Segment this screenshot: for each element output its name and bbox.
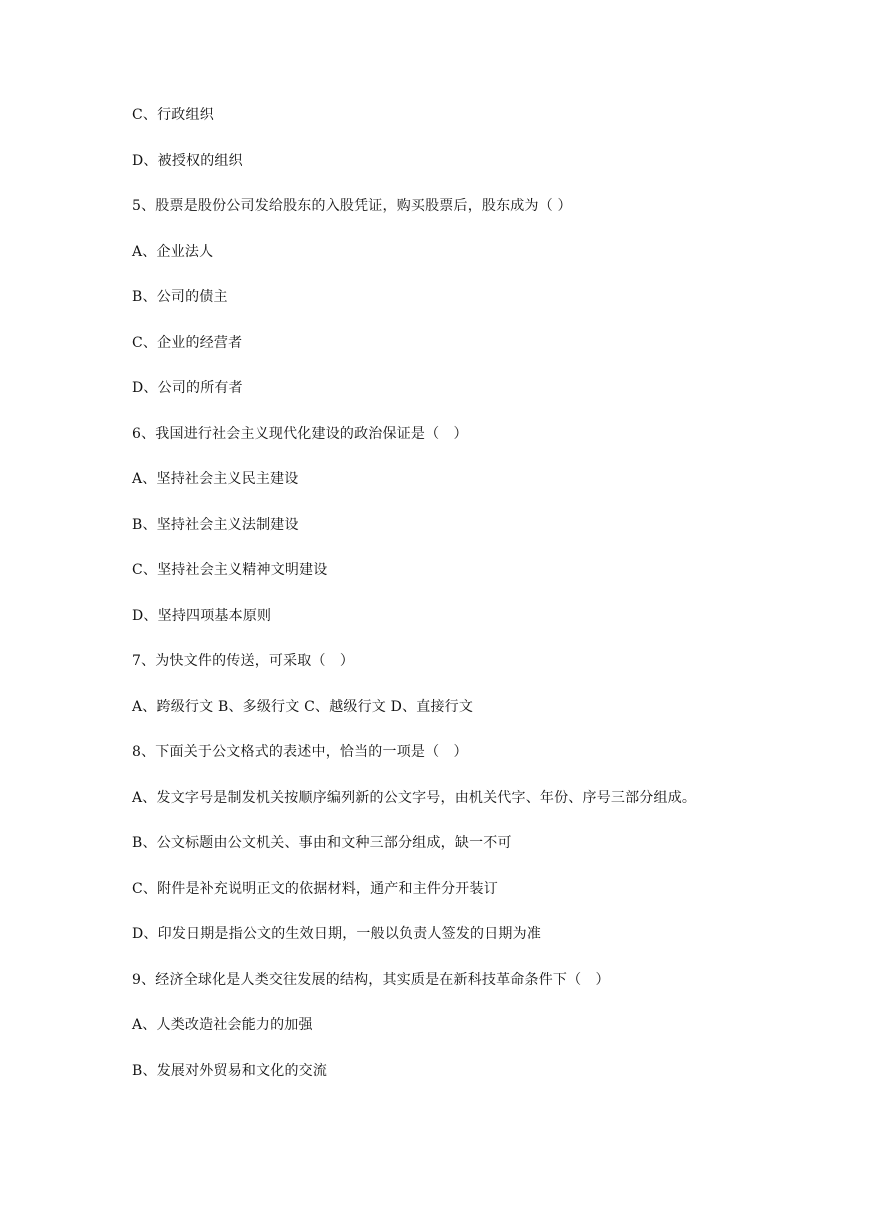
option-line: A、坚持社会主义民主建设 — [132, 471, 299, 487]
option-line: D、被授权的组织 — [132, 152, 243, 169]
option-line: B、公文标题由公文机关、事由和文种三部分组成，缺一不可 — [132, 835, 512, 851]
option-line: C、附件是补充说明正文的依据材料，通产和主件分开装订 — [132, 880, 498, 897]
option-line: D、印发日期是指公文的生效日期，一般以负责人签发的日期为准 — [132, 926, 542, 942]
option-line: B、公司的债主 — [132, 289, 228, 305]
option-line: A、跨级行文 B、多级行文 C、越级行文 D、直接行文 — [132, 698, 474, 715]
option-line: C、坚持社会主义精神文明建设 — [132, 562, 328, 578]
option-line: C、企业的经营者 — [132, 334, 243, 351]
option-line: A、人类改造社会能力的加强 — [132, 1017, 313, 1033]
option-line: D、坚持四项基本原则 — [132, 607, 272, 624]
option-line: B、发展对外贸易和文化的交流 — [132, 1062, 328, 1079]
question-list — [132, 104, 832, 1105]
option-line: A、企业法人 — [132, 243, 214, 260]
question-line: 5、股票是股份公司发给股东的入股凭证，购买股票后，股东成为（ ） — [132, 198, 572, 214]
question-line: 7、为快文件的传送，可采取（ ） — [132, 653, 355, 669]
option-line: A、发文字号是制发机关按顺序编列新的公文字号，由机关代字、年份、序号三部分组成。 — [132, 789, 697, 806]
option-line: D、公司的所有者 — [132, 380, 243, 396]
question-line: 9、经济全球化是人类交往发展的结构，其实质是在新科技革命条件下（ ） — [132, 971, 610, 988]
question-line: 6、我国进行社会主义现代化建设的政治保证是（ ） — [132, 425, 468, 442]
question-line: 8、下面关于公文格式的表述中，恰当的一项是（ ） — [132, 744, 468, 760]
option-line: C、行政组织 — [132, 107, 214, 123]
option-line: B、坚持社会主义法制建设 — [132, 516, 299, 533]
